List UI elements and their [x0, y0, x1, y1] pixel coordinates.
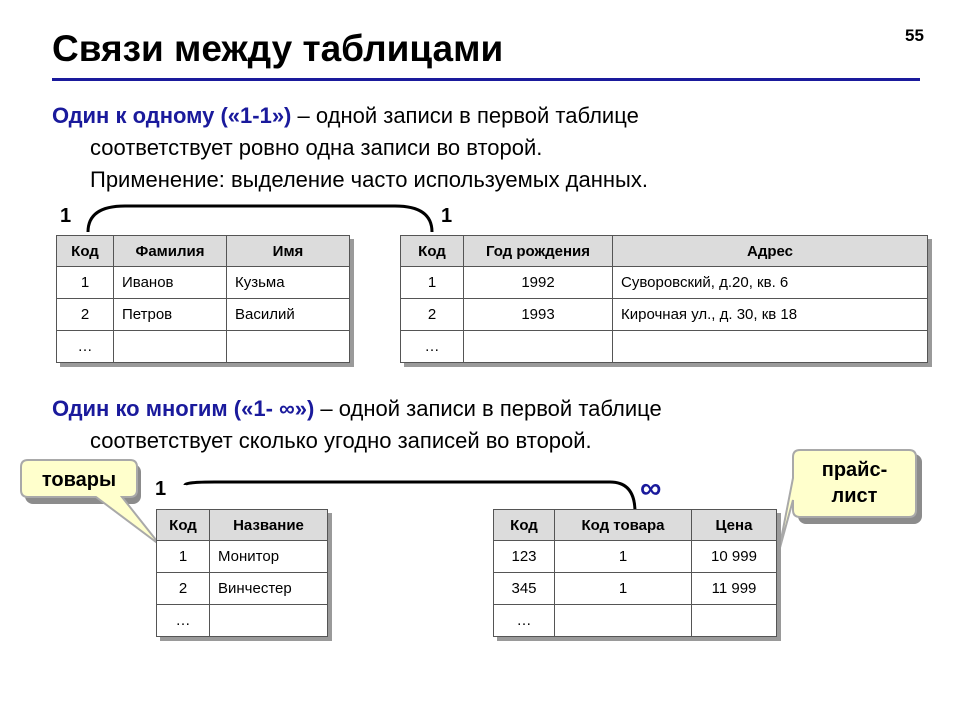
- table-row: [157, 573, 328, 605]
- column-header: Код товара: [555, 510, 692, 541]
- one-to-one-heading: Один к одному («1-1»): [52, 103, 292, 128]
- column-header: Адрес: [613, 236, 928, 267]
- table-cell: 1: [401, 267, 464, 299]
- one-to-one-left-cardinality: 1: [60, 205, 72, 227]
- column-header: Код: [401, 236, 464, 267]
- page-number: 55: [905, 26, 924, 45]
- table-cell: 1993: [464, 299, 613, 331]
- table-cell: 1: [57, 267, 114, 299]
- table-header-row: [157, 510, 328, 541]
- table-cell: …: [494, 605, 555, 637]
- heading-part: »): [294, 396, 315, 421]
- callout-line: лист: [831, 485, 878, 507]
- table-cell: Иванов: [114, 267, 227, 299]
- column-header: Цена: [692, 510, 777, 541]
- table-cell: …: [401, 331, 464, 363]
- table-cell: 1: [555, 541, 692, 573]
- table-cell: 1: [157, 541, 210, 573]
- table-cell: [555, 605, 692, 637]
- table-cell: 1992: [464, 267, 613, 299]
- table-cell: 11 999: [692, 573, 777, 605]
- table-cell: Монитор: [210, 541, 328, 573]
- column-header: Код: [57, 236, 114, 267]
- table-cell: 123: [494, 541, 555, 573]
- table-cell: Кузьма: [227, 267, 350, 299]
- one-to-many-left-cardinality: 1: [155, 478, 167, 500]
- table-cell: [210, 605, 328, 637]
- table-cell: …: [157, 605, 210, 637]
- heading-part: Один ко многим («1-: [52, 396, 280, 421]
- one-to-many-text-2: соответствует сколько угодно записей во второй.: [90, 428, 592, 453]
- column-header: Фамилия: [114, 236, 227, 267]
- one-to-one-text-2: соответствует ровно одна записи во второй.: [90, 135, 543, 160]
- goods-table: [156, 509, 328, 637]
- column-header: Год рождения: [464, 236, 613, 267]
- table-cell: 10 999: [692, 541, 777, 573]
- table-cell: Василий: [227, 299, 350, 331]
- one-to-many-text-1: – одной записи в первой таблице: [314, 396, 662, 421]
- one-to-many-right-cardinality: ∞: [640, 472, 662, 505]
- one-to-one-right-cardinality: 1: [441, 205, 453, 227]
- table-cell: 2: [57, 299, 114, 331]
- column-header: Имя: [227, 236, 350, 267]
- table-row: [494, 573, 777, 605]
- slide-title: Связи между таблицами: [52, 28, 504, 69]
- one-to-one-text-3: Применение: выделение часто используемых данных.: [90, 167, 648, 192]
- table-row: [157, 605, 328, 637]
- table-cell: Винчестер: [210, 573, 328, 605]
- table-cell: Кирочная ул., д. 30, кв 18: [613, 299, 928, 331]
- table-cell: …: [57, 331, 114, 363]
- table-cell: [692, 605, 777, 637]
- column-header: Название: [210, 510, 328, 541]
- callout-line: прайс-: [821, 459, 888, 481]
- column-header: Код: [157, 510, 210, 541]
- table-cell: 2: [401, 299, 464, 331]
- table-row: [494, 541, 777, 573]
- table-cell: Петров: [114, 299, 227, 331]
- price-list-callout: [793, 457, 916, 509]
- table-row: [494, 605, 777, 637]
- table-cell: Суворовский, д.20, кв. 6: [613, 267, 928, 299]
- table-header-row: [494, 510, 777, 541]
- table-cell: 345: [494, 573, 555, 605]
- goods-callout: товары: [41, 469, 117, 491]
- infinity-symbol: ∞: [279, 396, 295, 421]
- table-cell: 1: [555, 573, 692, 605]
- price-list-table: [493, 509, 777, 637]
- table-cell: 2: [157, 573, 210, 605]
- one-to-one-text-1: – одной записи в первой таблице: [291, 103, 639, 128]
- table-row: [157, 541, 328, 573]
- column-header: Код: [494, 510, 555, 541]
